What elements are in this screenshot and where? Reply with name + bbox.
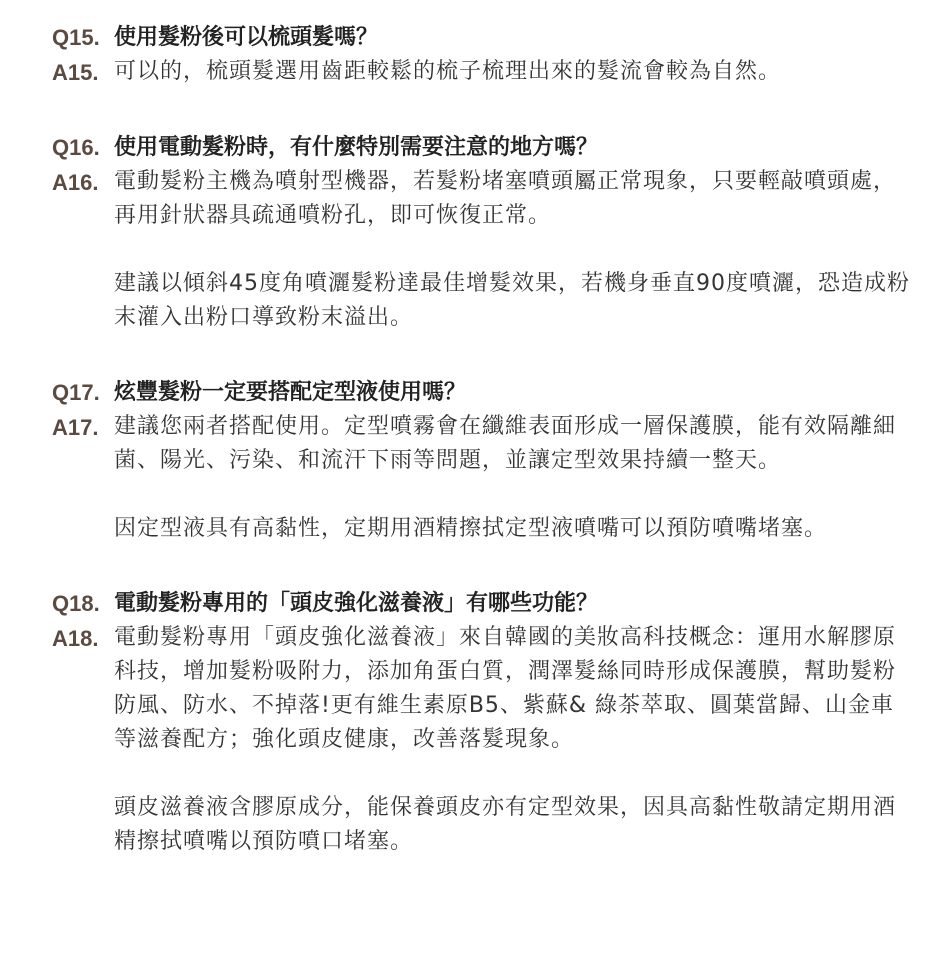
answer-paragraph: 電動髮粉專用「頭皮強化滋養液」來自韓國的美妝高科技概念：運用水解膠原科技，增加髮粉吸附力，添加角蛋白質，潤澤髮絲同時形成保護膜，幫助髮粉防風、防水、不掉落!更有維生素原B5、紫蘇& 綠茶萃取、圓葉當歸、山金車等滋養配方；強化頭皮健康，改善落髮現象。 [114, 625, 897, 752]
answer-row [52, 165, 912, 335]
answer-number: A17. [52, 415, 99, 440]
question-row [52, 20, 912, 55]
question-text: 電動髮粉專用的「頭皮強化滋養液」有哪些功能？ [114, 591, 599, 616]
answer-paragraph: 可以的，梳頭髮選用齒距較鬆的梳子梳理出來的髮流會較為自然。 [114, 59, 782, 84]
question-text: 炫豐髮粉一定要搭配定型液使用嗎？ [114, 380, 467, 405]
question-number: Q15. [52, 25, 100, 50]
question-number: Q18. [52, 591, 100, 616]
answer-body [114, 621, 912, 859]
answer-paragraph: 因定型液具有高黏性，定期用酒精擦拭定型液噴嘴可以預防噴嘴堵塞。 [114, 516, 828, 541]
answer-number: A15. [52, 60, 99, 85]
answer-row [52, 55, 912, 90]
answer-body [114, 165, 912, 335]
answer-number: A16. [52, 170, 99, 195]
question-text: 使用髮粉後可以梳頭髮嗎？ [114, 25, 379, 50]
answer-paragraph: 建議您兩者搭配使用。定型噴霧會在纖維表面形成一層保護膜，能有效隔離細菌、陽光、污染、和流汗下雨等問題，並讓定型效果持續一整天。 [114, 414, 897, 473]
question-row [52, 130, 912, 165]
faq-list [52, 20, 912, 899]
answer-row [52, 410, 912, 546]
answer-number: A18. [52, 626, 99, 651]
question-row [52, 375, 912, 410]
answer-paragraph: 建議以傾斜45度角噴灑髮粉達最佳增髮效果，若機身垂直90度噴灑，恐造成粉末灌入出粉口導致粉末溢出。 [114, 271, 910, 330]
faq-item-17 [52, 375, 912, 546]
faq-item-16 [52, 130, 912, 335]
answer-body [114, 410, 912, 546]
answer-paragraph: 電動髮粉主機為噴射型機器，若髮粉堵塞噴頭屬正常現象，只要輕敲噴頭處，再用針狀器具疏通噴粉孔，即可恢復正常。 [114, 169, 897, 228]
question-number: Q17. [52, 380, 100, 405]
faq-item-18 [52, 586, 912, 859]
question-text: 使用電動髮粉時，有什麼特別需要注意的地方嗎？ [114, 135, 599, 160]
faq-item-15 [52, 20, 912, 90]
answer-body [114, 55, 912, 89]
question-row [52, 586, 912, 621]
question-number: Q16. [52, 135, 100, 160]
answer-paragraph: 頭皮滋養液含膠原成分，能保養頭皮亦有定型效果，因具高黏性敬請定期用酒精擦拭噴嘴以預防噴口堵塞。 [114, 795, 897, 854]
answer-row [52, 621, 912, 859]
